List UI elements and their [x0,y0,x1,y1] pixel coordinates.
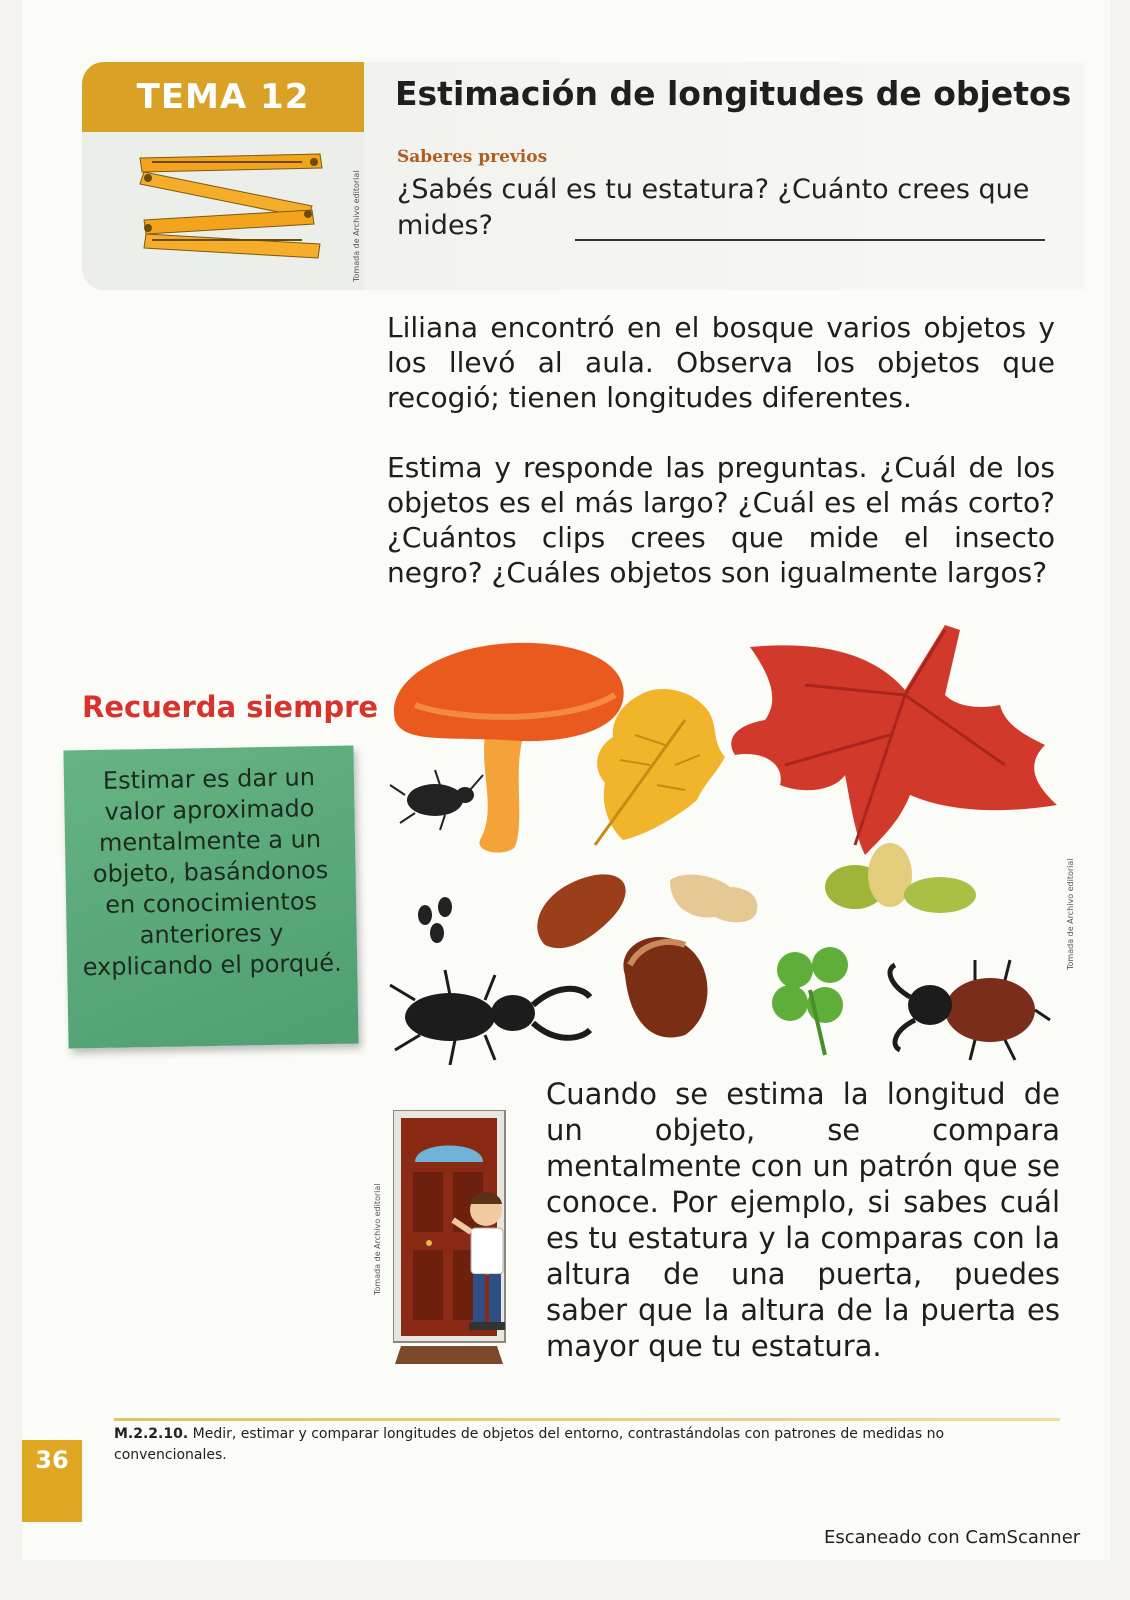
peanut-icon [670,875,757,923]
page-title: Estimación de longitudes de objetos [395,74,1072,113]
recuerda-note [63,745,358,1048]
maple-leaf-icon [731,625,1057,855]
recuerda-siempre-title: Recuerda siempre [82,690,379,724]
mushroom-icon [394,643,624,853]
footer-divider [114,1418,1060,1421]
standard-code: M.2.2.10. [114,1426,189,1442]
recuerda-note-text: Estimar es dar un valor aproximado mentalmente a un objeto, basándonos en conocimientos anteriores y explicando el porqué. [82,763,342,982]
standard-text: Medir, estimar y comparar longitudes de objetos del entorno, contrastándolas con patrones de medidas no convencionales. [114,1426,945,1463]
explanation-paragraph: Cuando se estima la longitud de un objeto, se compara mentalmente con un patrón que se conoce. Por ejemplo, si sabes cuál es tu estatura y la comparas con la altura de una puerta, puedes saber que la altura de la puerta es mayor que tu estatura. [546,1077,1060,1363]
brown-beetle-icon [890,960,1050,1060]
questions-paragraph: Estima y responde las preguntas. ¿Cuál de los objetos es el más largo? ¿Cuál es el más corto? ¿Cuántos clips crees que mide el insecto negro? ¿Cuáles objetos son igualmente largos? [387,451,1055,589]
answer-line[interactable] [575,239,1045,241]
small-beetle-icon [390,770,483,830]
door-credit: Tomada de Archivo editorial [373,1183,382,1295]
intro-paragraph: Liliana encontró en el bosque varios objetos y los llevó al aula. Observa los objetos que recogió; tienen longitudes diferentes. [387,311,1055,414]
folding-ruler-icon [82,132,364,290]
ruler-credit: Tomada de Archivo editorial [352,170,361,282]
pistachio-icon [825,843,976,913]
almond-icon [537,874,625,948]
forest-objects-illustration [385,625,1075,1065]
prior-knowledge-question: ¿Sabés cuál es tu estatura? ¿Cuánto crees que mides? [397,174,1030,241]
saberes-previos-label: Saberes previos [397,147,548,167]
ruler-image-panel [82,132,364,290]
tema-label: TEMA 12 [82,62,364,132]
chestnut-icon [623,937,707,1038]
page-number: 36 [35,1446,69,1474]
stag-beetle-icon [390,970,590,1065]
seeds-icon [418,897,452,943]
door-boy-illustration [393,1110,523,1372]
clover-icon [772,947,848,1055]
objects-credit: Tomada de Archivo editorial [1066,858,1075,970]
curriculum-standard [114,1424,1044,1466]
camscanner-watermark: Escaneado con CamScanner [824,1527,1081,1548]
